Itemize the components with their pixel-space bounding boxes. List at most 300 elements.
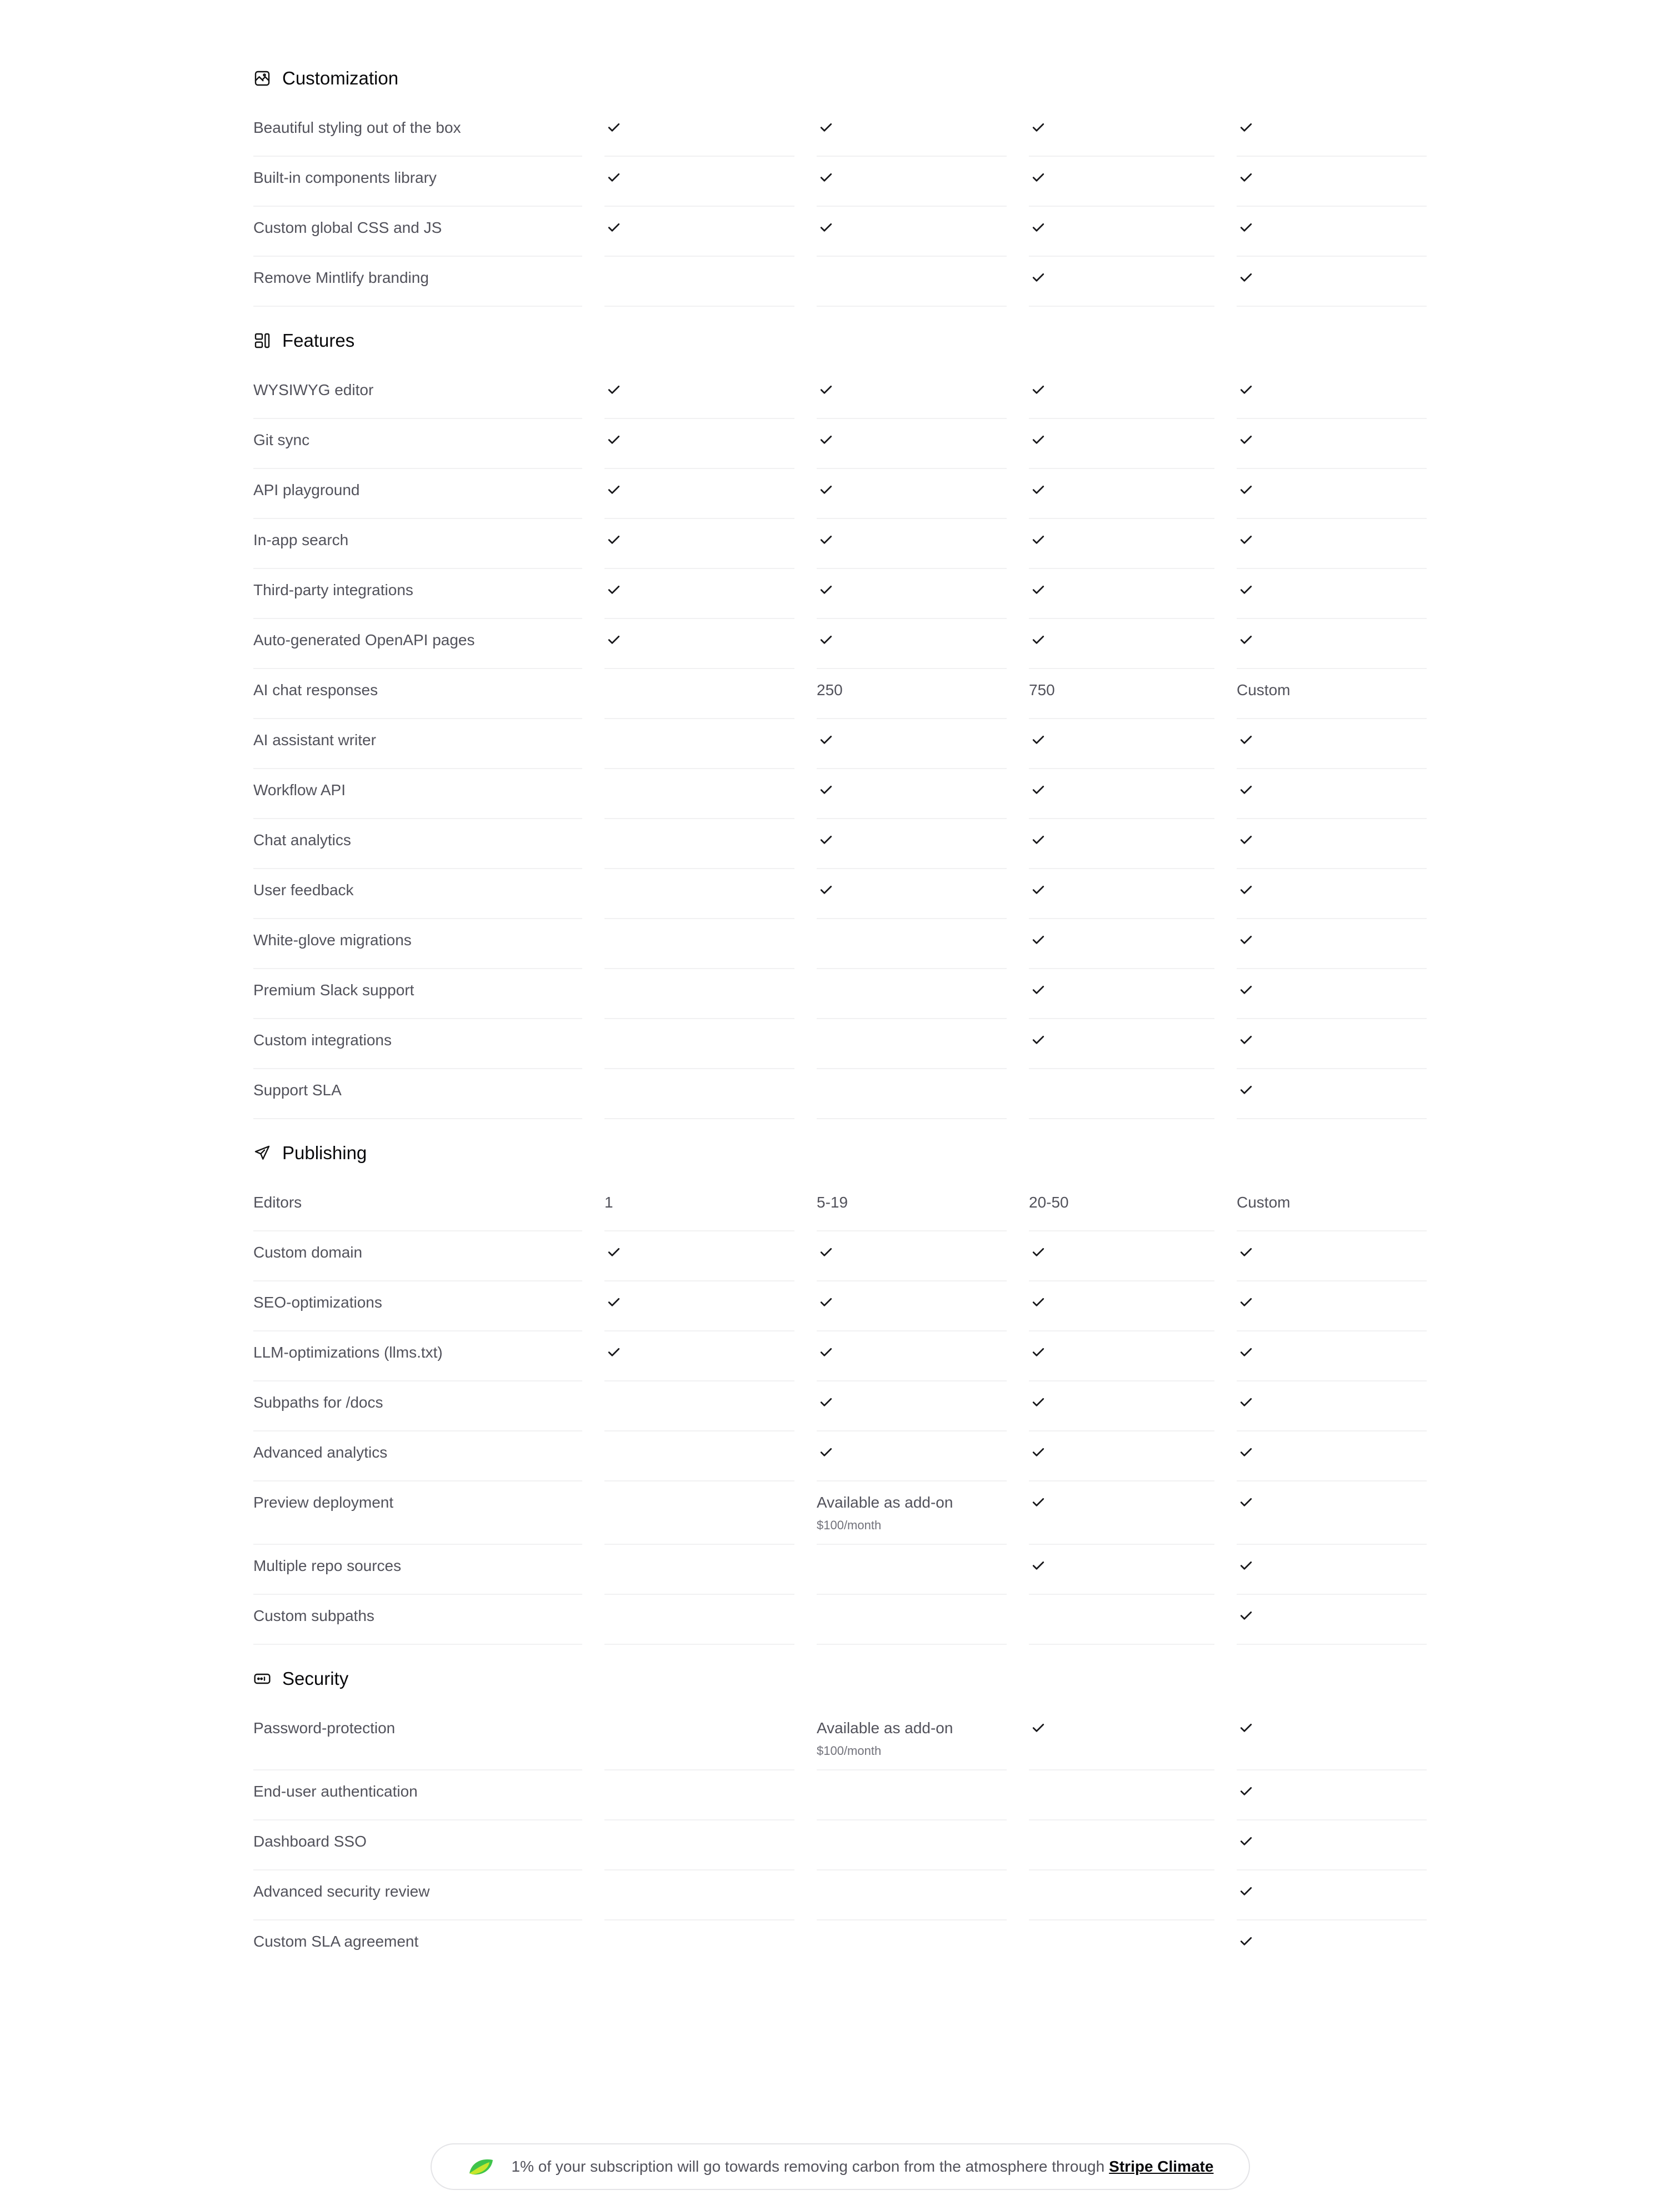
- plan-cell: [604, 1707, 794, 1770]
- plan-cell: [1029, 1481, 1214, 1545]
- plan-cell: [1237, 919, 1427, 969]
- plan-cell: [604, 369, 794, 419]
- plan-cell: [817, 1820, 1007, 1870]
- feature-label: Auto-generated OpenAPI pages: [253, 619, 582, 669]
- section-security: [253, 1662, 1429, 1970]
- table-row: [253, 1431, 1429, 1481]
- plan-cell: [1237, 1431, 1427, 1481]
- plan-cell: [1237, 1595, 1427, 1645]
- feature-label: White-glove migrations: [253, 919, 582, 969]
- plan-cell: [604, 1019, 794, 1069]
- check-icon: [1030, 1031, 1047, 1048]
- check-icon: [818, 169, 834, 186]
- plan-cell: [604, 1281, 794, 1331]
- stripe-climate-link[interactable]: Stripe Climate: [1109, 2158, 1214, 2175]
- check-icon: [1030, 219, 1047, 236]
- feature-label: Custom integrations: [253, 1019, 582, 1069]
- check-icon: [1030, 931, 1047, 948]
- plan-cell: [604, 969, 794, 1019]
- plan-cell: [1237, 869, 1427, 919]
- plan-cell: [1029, 469, 1214, 519]
- table-row: [253, 257, 1429, 307]
- plan-cell: [1029, 1231, 1214, 1281]
- paint-palette-icon: [253, 69, 271, 87]
- check-icon: [1238, 1783, 1254, 1799]
- check-icon: [1030, 431, 1047, 448]
- check-icon: [1238, 269, 1254, 286]
- check-icon: [606, 1344, 622, 1360]
- feature-label: Editors: [253, 1181, 582, 1231]
- check-icon: [818, 631, 834, 648]
- check-icon: [1030, 169, 1047, 186]
- check-icon: [818, 119, 834, 136]
- feature-label: Custom subpaths: [253, 1595, 582, 1645]
- plan-cell: [604, 207, 794, 257]
- check-icon: [1238, 981, 1254, 998]
- table-row: [253, 669, 1429, 719]
- climate-text: 1% of your subscription will go towards removing carbon from the atmosphere through: [511, 2158, 1105, 2175]
- plan-cell: [604, 1231, 794, 1281]
- check-icon: [606, 381, 622, 398]
- plan-cell: [1237, 769, 1427, 819]
- feature-label: AI assistant writer: [253, 719, 582, 769]
- table-row: [253, 969, 1429, 1019]
- feature-label: SEO-optimizations: [253, 1281, 582, 1331]
- plan-cell: [604, 1431, 794, 1481]
- plan-cell: [604, 257, 794, 307]
- leaf-icon: [467, 2157, 495, 2177]
- table-row: [253, 569, 1429, 619]
- plan-cell: [604, 1069, 794, 1119]
- check-icon: [606, 631, 622, 648]
- check-icon: [606, 119, 622, 136]
- check-icon: [1238, 1557, 1254, 1574]
- plan-cell: [817, 1069, 1007, 1119]
- cell-value: 20-50: [1029, 1194, 1069, 1211]
- plan-cell: [817, 157, 1007, 207]
- plan-cell: [1237, 207, 1427, 257]
- feature-label: Chat analytics: [253, 819, 582, 869]
- check-icon: [1238, 219, 1254, 236]
- check-icon: [1030, 531, 1047, 548]
- plan-cell: [1237, 619, 1427, 669]
- cell-value: Available as add-on: [817, 1719, 953, 1737]
- plan-cell: [1237, 1381, 1427, 1431]
- plan-cell: [604, 669, 794, 719]
- plan-cell: [817, 1545, 1007, 1595]
- password-field-icon: [253, 1670, 271, 1688]
- plan-cell: [1029, 769, 1214, 819]
- check-icon: [1238, 481, 1254, 498]
- plan-cell: [817, 369, 1007, 419]
- check-icon: [1238, 1607, 1254, 1624]
- table-row: [253, 419, 1429, 469]
- plan-cell: [1237, 1770, 1427, 1820]
- feature-label: Preview deployment: [253, 1481, 582, 1545]
- plan-cell: [1029, 669, 1214, 719]
- table-row: [253, 519, 1429, 569]
- plan-cell: [1029, 1019, 1214, 1069]
- check-icon: [606, 531, 622, 548]
- feature-label: WYSIWYG editor: [253, 369, 582, 419]
- plan-cell: [1237, 1231, 1427, 1281]
- plan-cell: [1029, 1770, 1214, 1820]
- feature-label: API playground: [253, 469, 582, 519]
- check-icon: [606, 169, 622, 186]
- plan-cell: [1029, 1595, 1214, 1645]
- section-header: [253, 1662, 1429, 1696]
- plan-cell: [1237, 519, 1427, 569]
- plan-cell: [1029, 619, 1214, 669]
- plan-cell: [1237, 157, 1427, 207]
- plan-cell: [1029, 1381, 1214, 1431]
- plan-cell: [817, 1281, 1007, 1331]
- plan-cell: [1029, 1920, 1214, 1970]
- feature-label: Remove Mintlify branding: [253, 257, 582, 307]
- check-icon: [1238, 731, 1254, 748]
- plan-cell: [604, 469, 794, 519]
- check-icon: [818, 381, 834, 398]
- plan-cell: [817, 107, 1007, 157]
- plan-cell: [1237, 469, 1427, 519]
- check-icon: [1238, 1244, 1254, 1260]
- check-icon: [818, 1444, 834, 1460]
- plan-cell: [1237, 1481, 1427, 1545]
- plan-cell: [604, 919, 794, 969]
- plan-cell: [817, 919, 1007, 969]
- plan-cell: [817, 1770, 1007, 1820]
- table-row: [253, 1281, 1429, 1331]
- plan-cell: [1029, 1820, 1214, 1870]
- section-title: Features: [282, 330, 355, 351]
- plan-cell: [817, 619, 1007, 669]
- plan-cell: [817, 1920, 1007, 1970]
- plan-cell: [1237, 419, 1427, 469]
- table-row: [253, 207, 1429, 257]
- plan-cell: [1029, 1707, 1214, 1770]
- feature-label: Support SLA: [253, 1069, 582, 1119]
- table-row: [253, 919, 1429, 969]
- check-icon: [1238, 1444, 1254, 1460]
- cell-value: 5-19: [817, 1194, 848, 1211]
- plan-cell: [817, 207, 1007, 257]
- feature-label: Custom SLA agreement: [253, 1933, 419, 1950]
- feature-label: User feedback: [253, 869, 582, 919]
- check-icon: [1030, 631, 1047, 648]
- table-row: [253, 157, 1429, 207]
- plan-cell: [817, 1331, 1007, 1381]
- plan-cell: [817, 819, 1007, 869]
- plan-cell: [817, 1019, 1007, 1069]
- check-icon: [606, 1244, 622, 1260]
- plan-cell: [817, 1481, 1007, 1545]
- section-header: [253, 323, 1429, 358]
- plan-cell: [604, 419, 794, 469]
- feature-label: LLM-optimizations (llms.txt): [253, 1331, 582, 1381]
- plan-cell: [1029, 519, 1214, 569]
- plan-cell: [604, 819, 794, 869]
- check-icon: [1030, 1244, 1047, 1260]
- check-icon: [818, 531, 834, 548]
- table-row: [253, 1545, 1429, 1595]
- section-header: [253, 61, 1429, 96]
- plan-cell: [817, 569, 1007, 619]
- check-icon: [1030, 881, 1047, 898]
- plan-cell: [604, 619, 794, 669]
- plan-cell: [1029, 1331, 1214, 1381]
- plan-cell: [1029, 1281, 1214, 1331]
- plan-cell: [604, 519, 794, 569]
- table-row: [253, 1069, 1429, 1119]
- check-icon: [1238, 881, 1254, 898]
- plan-cell: [1237, 819, 1427, 869]
- check-icon: [1238, 831, 1254, 848]
- plan-cell: [817, 1381, 1007, 1431]
- check-icon: [1030, 581, 1047, 598]
- check-icon: [1238, 1833, 1254, 1849]
- layout-blocks-icon: [253, 332, 271, 350]
- plan-cell: [1029, 1069, 1214, 1119]
- check-icon: [818, 581, 834, 598]
- table-row: [253, 107, 1429, 157]
- check-icon: [1030, 1444, 1047, 1460]
- check-icon: [818, 1394, 834, 1410]
- plan-cell: [1237, 719, 1427, 769]
- check-icon: [1238, 1494, 1254, 1510]
- plan-cell: [817, 469, 1007, 519]
- plan-cell: [1237, 669, 1427, 719]
- feature-label: In-app search: [253, 519, 582, 569]
- cell-value: 1: [604, 1194, 613, 1211]
- section-title: Customization: [282, 68, 399, 88]
- plan-cell: [817, 1231, 1007, 1281]
- feature-label: Custom global CSS and JS: [253, 207, 582, 257]
- feature-label: Premium Slack support: [253, 969, 582, 1019]
- plan-cell: [1029, 369, 1214, 419]
- feature-label: Workflow API: [253, 769, 582, 819]
- table-row: [253, 869, 1429, 919]
- table-row: [253, 1820, 1429, 1870]
- plan-cell: [1237, 257, 1427, 307]
- cell-subvalue: $100/month: [817, 1744, 882, 1758]
- check-icon: [1238, 1933, 1254, 1949]
- table-row: [253, 1595, 1429, 1645]
- check-icon: [606, 431, 622, 448]
- plan-cell: [604, 1820, 794, 1870]
- plan-cell: [604, 1181, 794, 1231]
- plan-cell: [1029, 919, 1214, 969]
- table-row: [253, 769, 1429, 819]
- feature-label: Beautiful styling out of the box: [253, 107, 582, 157]
- check-icon: [818, 1244, 834, 1260]
- plan-cell: [604, 1545, 794, 1595]
- check-icon: [818, 431, 834, 448]
- check-icon: [1030, 119, 1047, 136]
- cell-value: Custom: [1237, 1194, 1291, 1211]
- plan-cell: [817, 257, 1007, 307]
- check-icon: [1238, 1081, 1254, 1098]
- plan-cell: [1237, 1069, 1427, 1119]
- cell-value: 750: [1029, 681, 1055, 699]
- section-header: [253, 1136, 1429, 1170]
- plan-cell: [1029, 869, 1214, 919]
- table-row: [253, 1707, 1429, 1770]
- plan-cell: [817, 719, 1007, 769]
- feature-label: AI chat responses: [253, 669, 582, 719]
- plan-cell: [1237, 1870, 1427, 1920]
- check-icon: [818, 781, 834, 798]
- table-row: [253, 1231, 1429, 1281]
- plan-cell: [1237, 569, 1427, 619]
- check-icon: [1238, 931, 1254, 948]
- check-icon: [1238, 581, 1254, 598]
- check-icon: [606, 581, 622, 598]
- plan-cell: [604, 1920, 794, 1970]
- paper-plane-icon: [253, 1144, 271, 1162]
- check-icon: [1030, 1294, 1047, 1310]
- check-icon: [818, 219, 834, 236]
- feature-label: Custom domain: [253, 1231, 582, 1281]
- table-row: [253, 719, 1429, 769]
- plan-cell: [817, 1870, 1007, 1920]
- check-icon: [818, 1344, 834, 1360]
- plan-cell: [604, 569, 794, 619]
- check-icon: [818, 1294, 834, 1310]
- check-icon: [1030, 1494, 1047, 1510]
- comparison-table: [253, 61, 1429, 1987]
- plan-cell: [817, 769, 1007, 819]
- feature-label: Multiple repo sources: [253, 1545, 582, 1595]
- check-icon: [1030, 269, 1047, 286]
- check-icon: [1238, 781, 1254, 798]
- feature-label: Git sync: [253, 419, 582, 469]
- plan-cell: [817, 969, 1007, 1019]
- check-icon: [1238, 1294, 1254, 1310]
- check-icon: [1238, 119, 1254, 136]
- plan-cell: [817, 1707, 1007, 1770]
- feature-label: Built-in components library: [253, 157, 582, 207]
- check-icon: [1238, 631, 1254, 648]
- table-row: [253, 1481, 1429, 1545]
- section-customization: [253, 61, 1429, 307]
- plan-cell: [1237, 1019, 1427, 1069]
- cell-value: Available as add-on: [817, 1494, 953, 1511]
- feature-label: Dashboard SSO: [253, 1820, 582, 1870]
- plan-cell: [1029, 1431, 1214, 1481]
- section-publishing: [253, 1136, 1429, 1645]
- plan-cell: [817, 419, 1007, 469]
- feature-label: End-user authentication: [253, 1770, 582, 1820]
- plan-cell: [1029, 719, 1214, 769]
- plan-cell: [604, 769, 794, 819]
- check-icon: [1030, 1557, 1047, 1574]
- plan-cell: [604, 107, 794, 157]
- plan-cell: [1029, 419, 1214, 469]
- plan-cell: [1029, 819, 1214, 869]
- plan-cell: [604, 1331, 794, 1381]
- check-icon: [1238, 381, 1254, 398]
- plan-cell: [604, 157, 794, 207]
- section-title: Security: [282, 1668, 349, 1689]
- check-icon: [1030, 1719, 1047, 1736]
- check-icon: [606, 481, 622, 498]
- check-icon: [1030, 381, 1047, 398]
- feature-label: Password-protection: [253, 1707, 582, 1770]
- table-row: [253, 819, 1429, 869]
- plan-cell: [1237, 1331, 1427, 1381]
- cell-value: 250: [817, 681, 843, 699]
- check-icon: [1030, 731, 1047, 748]
- check-icon: [1030, 981, 1047, 998]
- check-icon: [818, 831, 834, 848]
- check-icon: [1238, 169, 1254, 186]
- plan-cell: [1237, 1545, 1427, 1595]
- plan-cell: [817, 669, 1007, 719]
- feature-label: Advanced analytics: [253, 1431, 582, 1481]
- table-row: [253, 1331, 1429, 1381]
- check-icon: [818, 881, 834, 898]
- check-icon: [606, 219, 622, 236]
- table-row: [253, 1381, 1429, 1431]
- plan-cell: [1237, 1707, 1427, 1770]
- check-icon: [1238, 1344, 1254, 1360]
- plan-cell: [1029, 1545, 1214, 1595]
- plan-cell: [604, 1870, 794, 1920]
- plan-cell: [604, 1770, 794, 1820]
- feature-label: Third-party integrations: [253, 569, 582, 619]
- plan-cell: [1029, 1870, 1214, 1920]
- plan-cell: [604, 719, 794, 769]
- plan-cell: [1029, 107, 1214, 157]
- table-row: [253, 1019, 1429, 1069]
- check-icon: [1238, 1031, 1254, 1048]
- check-icon: [1238, 531, 1254, 548]
- check-icon: [1030, 831, 1047, 848]
- cell-subvalue: $100/month: [817, 1518, 882, 1532]
- table-row: [253, 619, 1429, 669]
- section-features: [253, 323, 1429, 1119]
- plan-cell: [604, 1381, 794, 1431]
- check-icon: [1030, 1394, 1047, 1410]
- plan-cell: [1237, 969, 1427, 1019]
- check-icon: [818, 731, 834, 748]
- climate-banner: [431, 2143, 1250, 2190]
- cell-value: Custom: [1237, 681, 1291, 699]
- check-icon: [1238, 1883, 1254, 1899]
- plan-cell: [817, 519, 1007, 569]
- table-row: [253, 1920, 1429, 1970]
- check-icon: [1238, 1394, 1254, 1410]
- plan-cell: [1237, 369, 1427, 419]
- plan-cell: [1029, 969, 1214, 1019]
- check-icon: [1030, 1344, 1047, 1360]
- feature-label: Advanced security review: [253, 1870, 582, 1920]
- plan-cell: [604, 869, 794, 919]
- check-icon: [606, 1294, 622, 1310]
- section-title: Publishing: [282, 1143, 367, 1163]
- plan-cell: [1237, 1920, 1427, 1970]
- table-row: [253, 1770, 1429, 1820]
- plan-cell: [1029, 157, 1214, 207]
- check-icon: [1030, 481, 1047, 498]
- table-row: [253, 369, 1429, 419]
- table-row: [253, 1870, 1429, 1920]
- plan-cell: [1029, 1181, 1214, 1231]
- plan-cell: [1237, 107, 1427, 157]
- plan-cell: [817, 869, 1007, 919]
- feature-label: Subpaths for /docs: [253, 1381, 582, 1431]
- plan-cell: [1237, 1181, 1427, 1231]
